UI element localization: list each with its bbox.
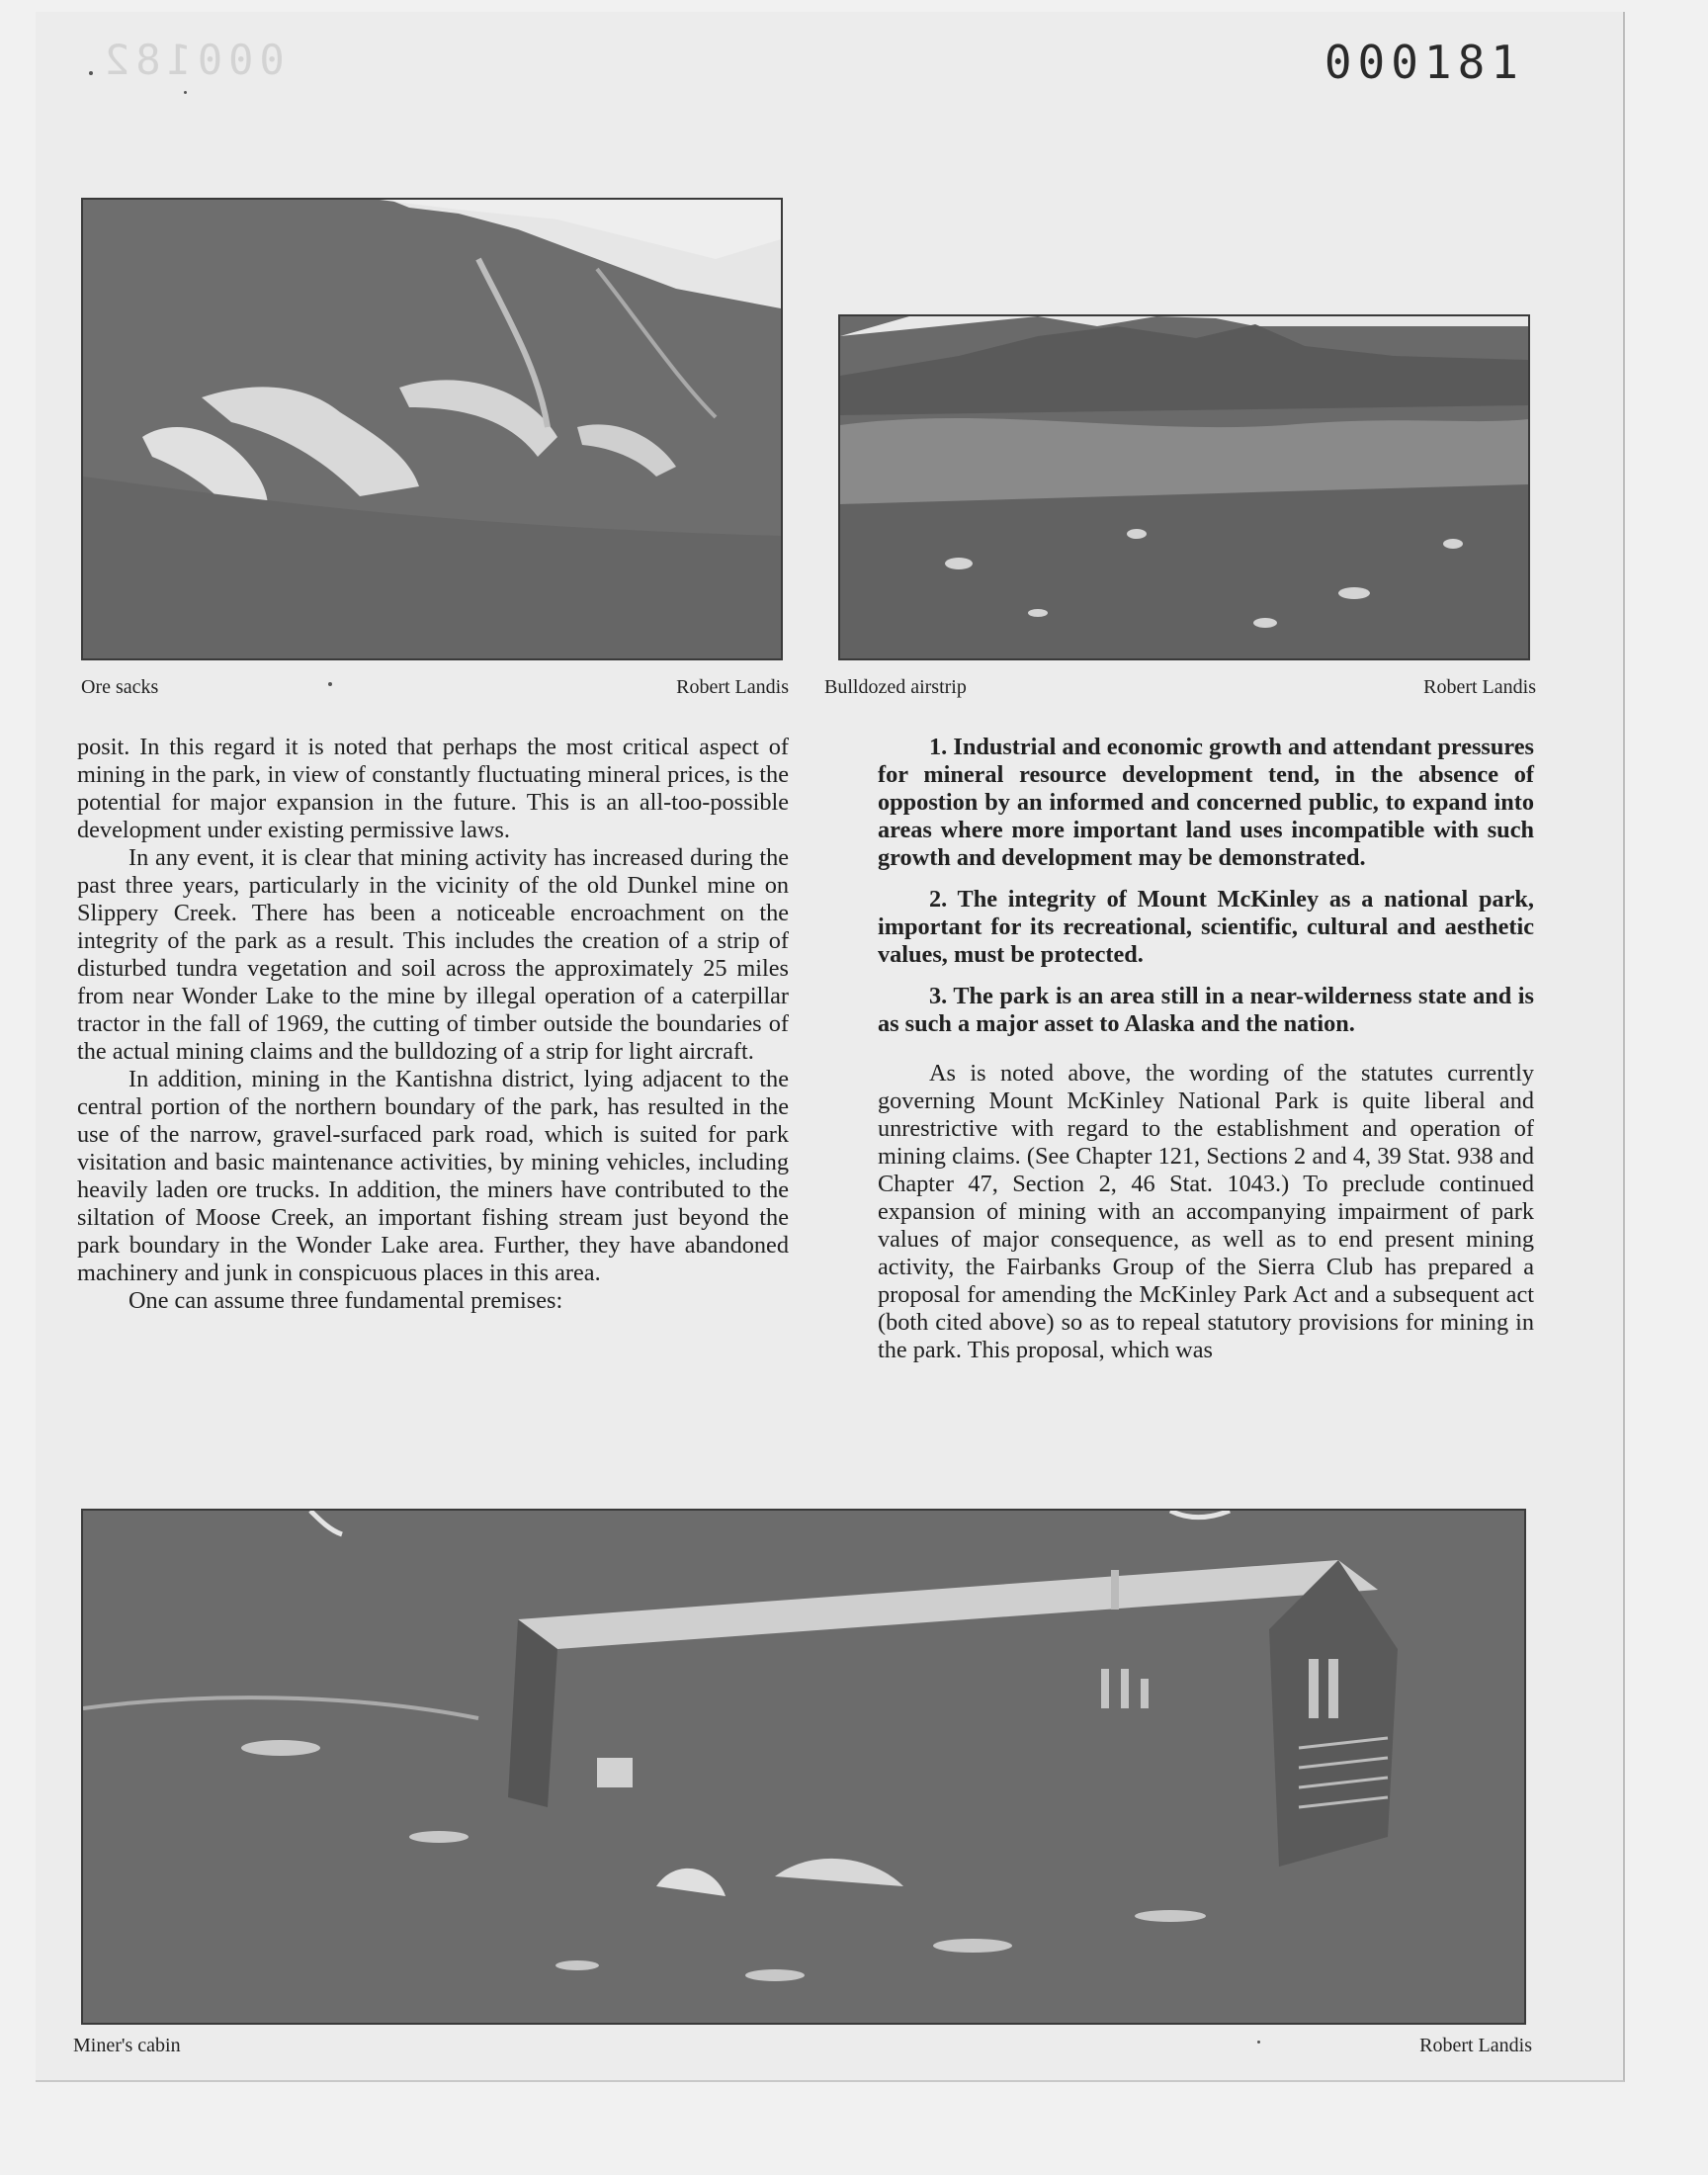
ore-sacks-caption: Ore sacks <box>81 676 159 698</box>
miners-cabin-photo <box>81 1509 1526 2025</box>
page-number: 000181 <box>1324 36 1524 89</box>
miners-cabin-credit: Robert Landis <box>1419 2035 1532 2056</box>
scan-speck <box>328 682 332 686</box>
paragraph: In addition, mining in the Kantishna district, lying adjacent to the central portion of the northern boundary of the park, has resulted in the use of the narrow, gravel-surfaced park road, which is suited for park visitation and basic maintenance activities, by mining vehicles, including heavily laden ore trucks. In addition, the miners have contributed to the siltation of Moose Creek, an important fishing stream just beyond the park boundary in the Wonder Lake area. Further, they have abandoned machinery and junk in conspicuous places in this area. <box>77 1066 789 1286</box>
bulldozed-airstrip-image <box>840 316 1528 658</box>
paragraph: posit. In this regard it is noted that perhaps the most critical aspect of mining in the park, in view of constantly fluctuating mineral prices, is the potential for major expansion in the future. This is an all-too-possible development under existing permissive laws. <box>77 734 789 843</box>
ore-sacks-image <box>83 200 781 658</box>
paragraph: In any event, it is clear that mining activity has increased during the past three years, particularly in the vicinity of the old Dunkel mine on Slippery Creek. There has been a noticeable encroachment on the integrity of the park as a result. This includes the creation of a strip of disturbed tundra vegetation and soil across the approximately 25 miles from near Wonder Lake to the mine by illegal operation of a caterpillar tractor in the fall of 1969, the cutting of timber outside the boundaries of the actual mining claims and the bulldozing of a strip for light aircraft. <box>77 844 789 1065</box>
premise-3: 3. The park is an area still in a near-wilderness state and is as such a major asset to Alaska and the nation. <box>878 983 1534 1037</box>
miners-cabin-image <box>83 1511 1524 2023</box>
left-text-column <box>77 734 789 1315</box>
scan-speck <box>89 71 93 75</box>
paragraph: As is noted above, the wording of the statutes currently governing Mount McKinley National Park is quite liberal and unrestrictive with regard to the establishment and operation of mining claims. (See Chapter 121, Sections 2 and 4, 39 Stat. 938 and Chapter 47, Section 2, 46 Stat. 1043.) To preclude continued expansion of mining with an accompanying impairment of park values of major consequence, as well as to end present mining activity, the Fairbanks Group of the Sierra Club has prepared a proposal for amending the McKinley Park Act and a subsequent act (both cited above) so as to repeal statutory provisions for mining in the park. This proposal, which was <box>878 1060 1534 1363</box>
miners-cabin-caption: Miner's cabin <box>73 2035 181 2056</box>
premise-2: 2. The integrity of Mount McKinley as a national park, important for its recreational, scientific, cultural and aesthetic values, must be protected. <box>878 886 1534 968</box>
ore-sacks-credit: Robert Landis <box>676 676 789 698</box>
bleed-through-page-number: 000182 <box>99 36 285 84</box>
right-text-column <box>878 734 1534 1364</box>
bulldozed-airstrip-photo <box>838 314 1530 660</box>
bulldozed-airstrip-caption: Bulldozed airstrip <box>824 676 967 698</box>
ore-sacks-photo <box>81 198 783 660</box>
scan-speck <box>184 91 187 94</box>
paragraph: One can assume three fundamental premises: <box>128 1287 563 1314</box>
premise-1: 1. Industrial and economic growth and attendant pressures for mineral resource development tend, in the absence of oppostion by an informed and concerned public, to expand into areas where more important land uses incompatible with such growth and development may be demonstrated. <box>878 734 1534 871</box>
scan-speck <box>1257 2041 1260 2044</box>
bulldozed-airstrip-credit: Robert Landis <box>1423 676 1536 698</box>
